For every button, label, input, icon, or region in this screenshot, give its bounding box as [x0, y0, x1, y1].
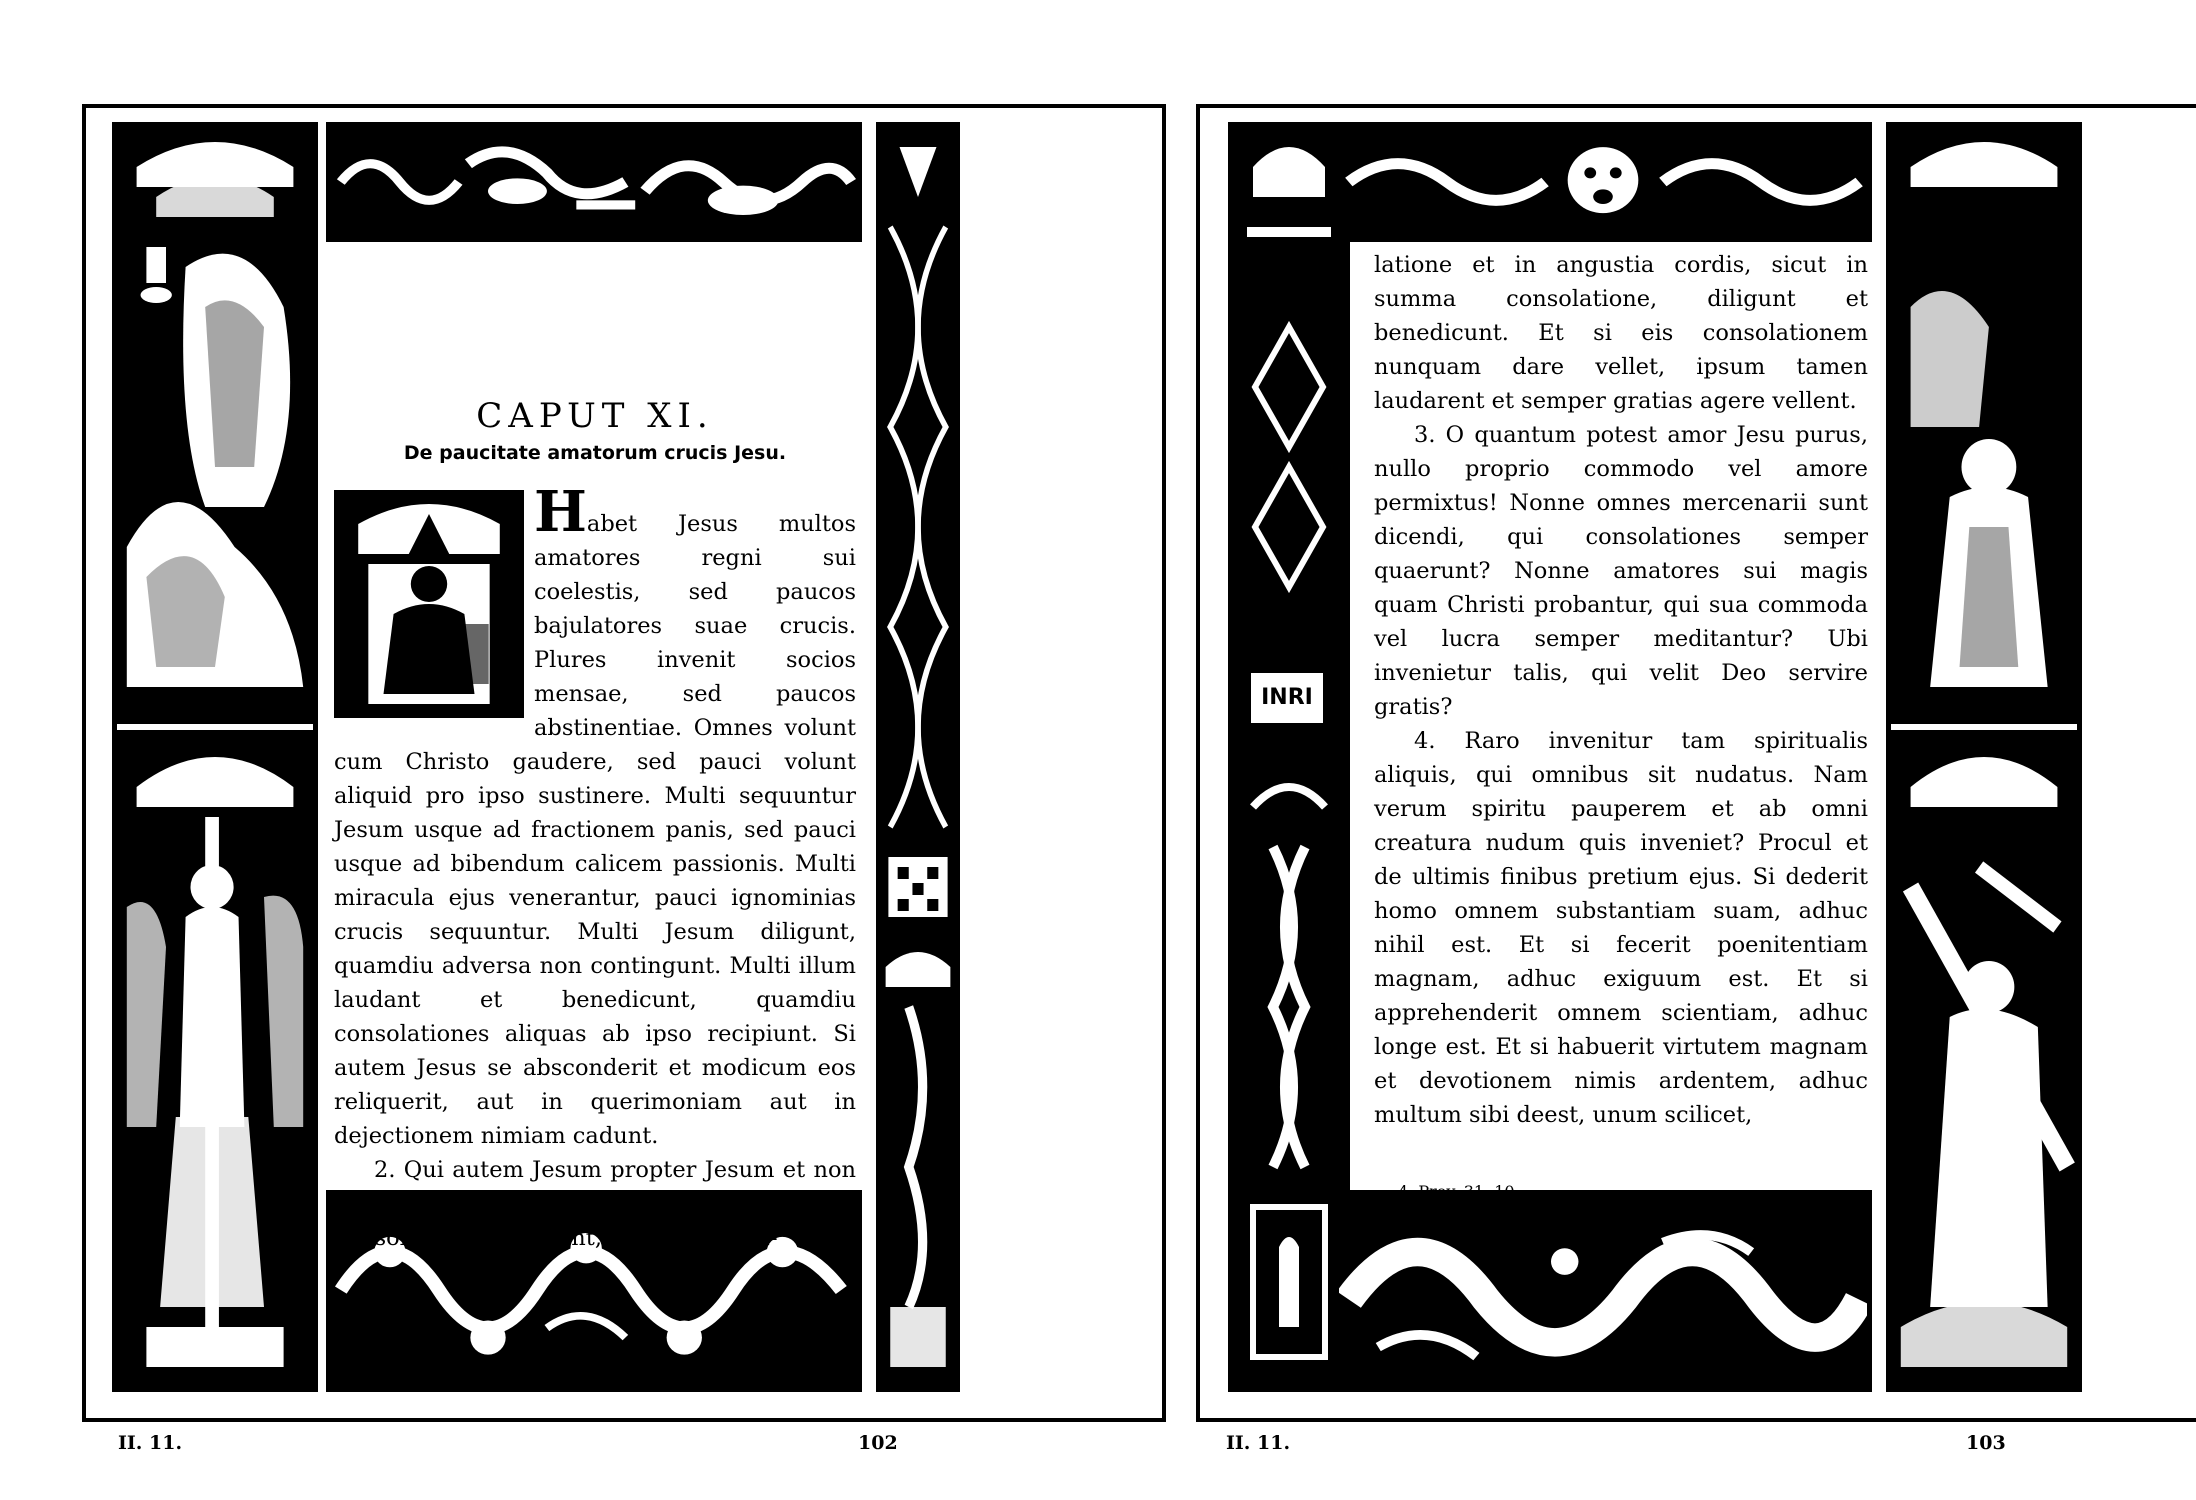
left-paragraph-1-text: abet Jesus multos amatores regni sui coelestis, sed paucos bajulatores suae crucis. Plures invenit socios mensae, sed paucos abstinentiae. Omnes volunt cum Christo gaudere, sed pauci volunt aliquid pro ipso sustinere. Multi sequuntur Jesum usque ad fractionem panis, sed pauci usque ad bibendum calicem passionis. Multi miracula ejus venerantur, pauci ignominias crucis sequuntur. Multi Jesum diligunt, quamdiu adversa non contingunt. Multi illum laudant et benedicunt, quamdiu consolationes aliquas ab ipso recipiunt. Si autem Jesus se absconderit et modicum eos reliquerit, aut in querimoniam aut in dejectionem nimiam cadunt. — [334, 511, 856, 1149]
ribbon-scroll-icon — [1339, 1195, 1867, 1387]
gothic-scene-illustration — [117, 127, 313, 1387]
left-paragraph-2: 2. Qui autem Jesum propter Jesum et non propter suam aliquam propriam consolationem diligunt, ipsum in tribu- — [334, 1157, 856, 1251]
right-inri-column — [1228, 122, 1350, 1392]
bishop-writing-icon — [338, 494, 520, 714]
left-scene-column — [112, 122, 318, 1392]
thorn-column-icon — [881, 127, 955, 1387]
left-page-number: 102 — [858, 1432, 898, 1454]
right-paragraph-3: 4. Raro invenitur tam spiritualis aliquis, qui omnibus sit nudatus. Nam verum spiritu pauperem et ab omni creatura nudum quis inveniet? Procul et de ultimis finibus pretium ejus. Si dederit homo omnem substantiam suam, adhuc nihil est. Et si fecerit poenitentiam magnam, adhuc exiguum est. Et si apprehenderit omnem scientiam, adhuc longe est. Et si habuerit virtutem magnam et devotionem nimis ardentem, adhuc multum sibi deest, unum scilicet, — [1374, 728, 1868, 1128]
right-footer-book-chapter: II. 11. — [1226, 1432, 1291, 1454]
left-page — [82, 104, 1166, 1422]
left-text-area — [324, 248, 864, 1251]
inri-column-icon — [1233, 127, 1345, 1387]
chapter-title: CAPUT XI. — [476, 396, 714, 436]
chapter-subtitle: De paucitate amatorum crucis Jesu. — [403, 442, 787, 464]
right-paragraph-2: 3. O quantum potest amor Jesu purus, nullo proprio commodo vel amore permixtus! Nonne omnes mercenarii sunt dicendi, qui consolationes semper quaerunt? Nonne amatores sui magis quam Christi probantur, qui sua commoda vel lucra semper meditantur? Ubi invenietur talis, qui velit Deo servire gratis? — [1374, 422, 1868, 720]
left-thorn-column — [876, 122, 960, 1392]
right-bottom-ornament — [1334, 1190, 1872, 1392]
right-page-number: 103 — [1966, 1432, 2006, 1454]
right-body-text — [1374, 248, 1868, 1132]
left-footer-book-chapter: II. 11. — [118, 1432, 183, 1454]
dropcap-illustration — [334, 490, 524, 718]
inri-label: INRI — [1247, 669, 1327, 727]
gothic-scene-illustration-right — [1891, 127, 2077, 1387]
right-scene-column — [1886, 122, 2082, 1392]
dragon-scroll-icon — [331, 127, 857, 237]
grotesque-mask-icon — [1339, 127, 1867, 237]
right-text-area — [1356, 248, 1880, 1201]
footnote: 4. Prov. 31, 10. — [1398, 1182, 1520, 1201]
right-page — [1196, 104, 2196, 1422]
drop-cap-letter: H — [534, 479, 587, 545]
right-top-ornament — [1334, 122, 1872, 242]
left-body-text — [334, 479, 856, 1255]
left-top-ornament — [326, 122, 862, 242]
right-paragraph-1: latione et in angustia cordis, sicut in summa consolatione, diligunt et benedicunt. Et si eis consolationem nunquam dare vellet, ipsum tamen laudarent et semper gratias agere vellent. — [1374, 252, 1868, 414]
